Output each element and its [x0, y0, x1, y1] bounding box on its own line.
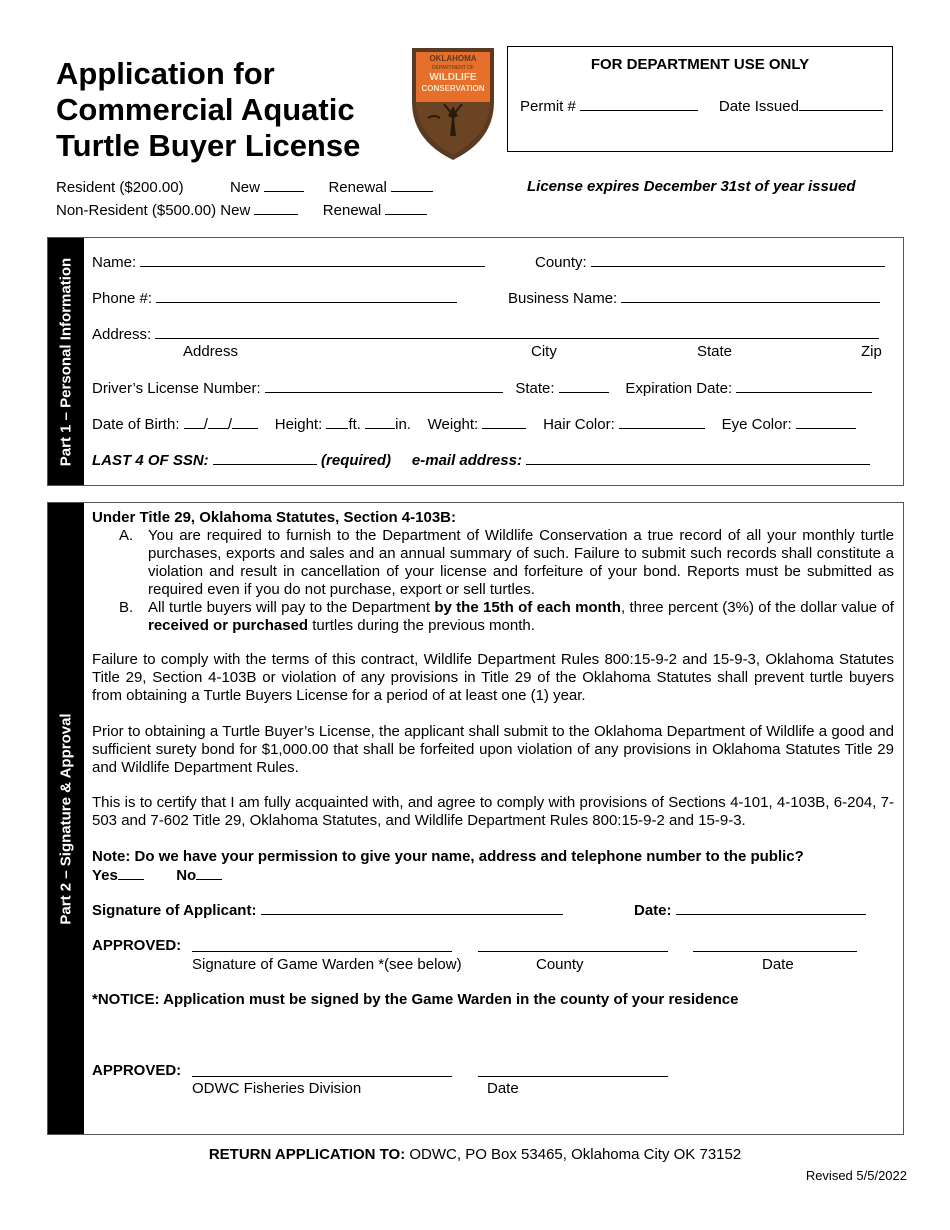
dl-state-label: State:	[515, 380, 555, 397]
name-field[interactable]	[140, 253, 485, 267]
business-name-label: Business Name:	[508, 290, 618, 307]
permit-label: Permit #	[520, 98, 576, 115]
svg-text:DEPARTMENT OF: DEPARTMENT OF	[431, 65, 475, 71]
item-b-marker: B.	[119, 599, 134, 616]
phone-row	[92, 289, 457, 307]
date-issued-label: Date Issued	[718, 98, 799, 115]
no-label: No	[176, 867, 197, 884]
svg-text:WILDLIFE: WILDLIFE	[429, 72, 477, 83]
game-warden-date-field[interactable]	[693, 938, 857, 952]
return-address-text: ODWC, PO Box 53465, Oklahoma City OK 73152	[409, 1146, 742, 1163]
license-expiry-note: License expires December 31st of year issued	[527, 178, 856, 195]
dob-day-field[interactable]	[208, 415, 228, 429]
dob-year-field[interactable]	[232, 415, 258, 429]
name-row	[92, 253, 485, 271]
game-warden-notice: *NOTICE: Application must be signed by the Game Warden in the county of your residence	[92, 991, 739, 1008]
game-warden-signature-field[interactable]	[192, 938, 452, 952]
approved-label-1: APPROVED:	[92, 937, 182, 954]
county-label: County:	[535, 254, 587, 271]
permission-choices	[92, 866, 222, 884]
part1-sidebar-label: Part 1 – Personal Information	[57, 257, 75, 466]
hair-color-field[interactable]	[619, 415, 705, 429]
svg-text:CONSERVATION: CONSERVATION	[421, 84, 485, 93]
physical-description-row: Date of Birth: / / Height: ft. in. Weight: Hair Color: Eye Color:	[92, 415, 856, 433]
resident-new-label: New	[229, 179, 260, 196]
resident-fee-label: Resident ($200.00)	[56, 179, 184, 196]
non-resident-new-label: New	[220, 202, 251, 219]
part2-sidebar	[48, 503, 84, 1134]
address-field[interactable]	[155, 325, 879, 339]
address-row	[92, 325, 879, 343]
resident-new-field[interactable]	[264, 178, 304, 192]
game-warden-date-label: Date	[762, 956, 794, 973]
drivers-license-row	[92, 379, 872, 397]
business-name-row	[508, 289, 880, 307]
title-line-3: Turtle Buyer License	[56, 128, 361, 163]
fisheries-date-label: Date	[487, 1080, 519, 1097]
yes-field[interactable]	[118, 866, 144, 880]
part1-personal-information	[47, 237, 904, 486]
permit-field[interactable]	[580, 97, 698, 111]
in-label: in.	[395, 416, 411, 433]
ssn-field[interactable]	[213, 451, 317, 465]
drivers-license-field[interactable]	[265, 379, 503, 393]
title-line-1: Application for	[56, 56, 275, 91]
business-name-field[interactable]	[621, 289, 880, 303]
statute-list	[92, 527, 894, 635]
non-resident-renewal-label: Renewal	[322, 202, 382, 219]
statute-item-a	[92, 527, 894, 599]
applicant-date-label: Date:	[634, 902, 672, 919]
revised-date: Revised 5/5/2022	[805, 1168, 907, 1183]
resident-fee-row	[56, 178, 433, 196]
department-use-title: FOR DEPARTMENT USE ONLY	[590, 56, 810, 73]
item-a-text: You are required to furnish to the Department of Wildlife Conservation a true record of all your monthly turtle purchases, exports and sales and an annual summary of such. Failure to submit such records shall constitute a violation and result in cancellation of your license and forfeiture of your bond. Reports must be submitted as required even if you do not purchase, export or sell turtles.	[148, 527, 894, 598]
phone-field[interactable]	[156, 289, 457, 303]
title-line-2: Commercial Aquatic	[56, 92, 355, 127]
applicant-date-row	[634, 901, 866, 919]
ssn-email-row	[92, 451, 870, 469]
approved-label-2: APPROVED:	[92, 1062, 182, 1079]
non-resident-renewal-field[interactable]	[385, 201, 427, 215]
statute-heading: Under Title 29, Oklahoma Statutes, Section 4-103B:	[92, 509, 456, 526]
email-label: e-mail address:	[411, 452, 522, 469]
dob-month-field[interactable]	[184, 415, 204, 429]
eye-color-label: Eye Color:	[721, 416, 792, 433]
ssn-label: LAST 4 OF SSN:	[92, 452, 209, 469]
resident-renewal-field[interactable]	[391, 178, 433, 192]
ssn-required-label: (required)	[321, 452, 392, 469]
applicant-signature-label: Signature of Applicant:	[92, 902, 257, 919]
permission-note: Note: Do we have your permission to give your name, address and telephone number to the public?	[92, 848, 804, 865]
date-issued-field[interactable]	[799, 97, 883, 111]
yes-label: Yes	[92, 867, 118, 884]
department-use-box	[507, 46, 893, 152]
height-ft-field[interactable]	[326, 415, 348, 429]
non-resident-new-field[interactable]	[254, 201, 298, 215]
part2-sidebar-label: Part 2 – Signature & Approval	[57, 712, 75, 925]
height-label: Height:	[274, 416, 323, 433]
item-a-marker: A.	[119, 527, 134, 544]
eye-color-field[interactable]	[796, 415, 856, 429]
part1-sidebar	[48, 238, 84, 485]
height-in-field[interactable]	[365, 415, 395, 429]
applicant-signature-field[interactable]	[261, 901, 563, 915]
resident-renewal-label: Renewal	[328, 179, 387, 196]
expiration-date-label: Expiration Date:	[625, 380, 733, 397]
odwc-logo-icon	[408, 44, 498, 162]
name-label: Name:	[92, 254, 137, 271]
county-field[interactable]	[591, 253, 885, 267]
dl-state-field[interactable]	[559, 379, 609, 393]
svg-text:OKLAHOMA: OKLAHOMA	[429, 54, 477, 63]
expiration-date-field[interactable]	[736, 379, 872, 393]
return-label: RETURN APPLICATION TO:	[208, 1146, 406, 1163]
hair-color-label: Hair Color:	[543, 416, 615, 433]
county-row	[535, 253, 885, 271]
game-warden-signature-label: Signature of Game Warden *(see below)	[192, 956, 462, 973]
fisheries-signature-label: ODWC Fisheries Division	[192, 1080, 362, 1097]
address-sub-label: Address	[183, 343, 239, 360]
statute-item-b: B. All turtle buyers will pay to the Department by the 15th of each month, three percent (3%) of the dollar value of received or purchased turtles during the previous month.	[119, 599, 894, 634]
city-sub-label: City	[531, 343, 557, 360]
fisheries-date-field[interactable]	[478, 1063, 668, 1077]
return-address	[0, 1146, 950, 1163]
page-title	[56, 56, 360, 164]
applicant-signature-row	[92, 901, 563, 919]
zip-sub-label: Zip	[861, 343, 882, 360]
game-warden-county-label: County	[536, 956, 584, 973]
drivers-license-label: Driver’s License Number:	[92, 380, 261, 397]
phone-label: Phone #:	[92, 290, 153, 307]
applicant-date-field[interactable]	[676, 901, 866, 915]
non-resident-fee-label: Non-Resident ($500.00)	[56, 202, 217, 219]
certify-paragraph: This is to certify that I am fully acquainted with, and agree to comply with provisions of Sections 4-101, 4-103B, 6-204, 7- 503 and 7-602 Title 29, Oklahoma Statutes, and Wildlife Department Rules 800:15-9-2 and 15-9-3.	[92, 794, 894, 829]
address-label: Address:	[92, 326, 152, 343]
weight-field[interactable]	[482, 415, 526, 429]
state-sub-label: State	[697, 343, 733, 360]
game-warden-county-field[interactable]	[478, 938, 668, 952]
bond-paragraph: Prior to obtaining a Turtle Buyer’s License, the applicant shall submit to the Oklahoma Department of Wildlife a good and sufficient surety bond for $1,000.00 that shall be forfeited upon violation of any provisions in Oklahoma Statutes Title 29 and Wildlife Department Rules.	[92, 723, 894, 776]
weight-label: Weight:	[427, 416, 479, 433]
no-field[interactable]	[196, 866, 222, 880]
dob-label: Date of Birth:	[92, 416, 180, 433]
email-field[interactable]	[526, 451, 870, 465]
failure-paragraph: Failure to comply with the terms of this contract, Wildlife Department Rules 800:15-9-2 and 15-9-3, Oklahoma Statutes Title 29, Section 4-103B or violation of any provisions in Title 29 of the Oklahoma Statutes shall prevent turtle buyers from obtaining a Turtle Buyers License for a period of at least one (1) year.	[92, 651, 894, 704]
ft-label: ft.	[348, 416, 361, 433]
fisheries-signature-field[interactable]	[192, 1063, 452, 1077]
non-resident-fee-row	[56, 201, 427, 219]
